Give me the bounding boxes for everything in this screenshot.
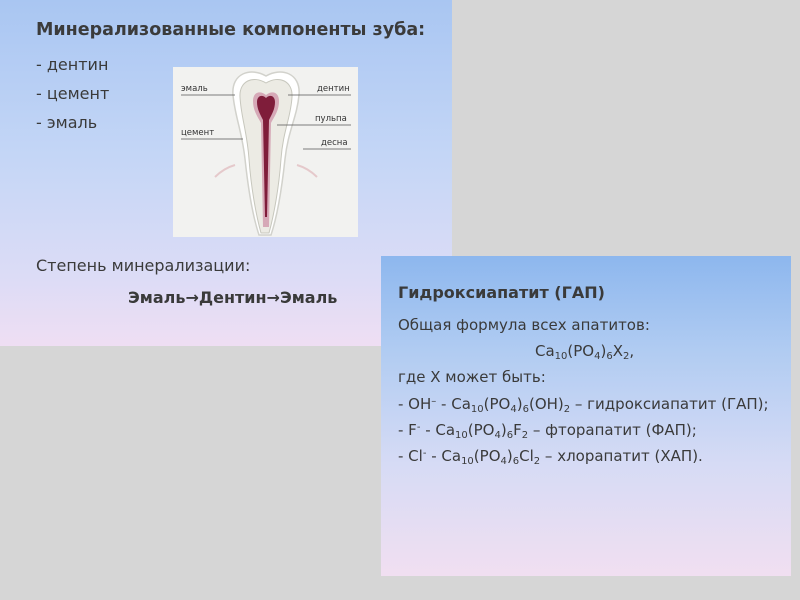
general-formula: $Ca_{10}(PO_4)_6X_2$,: [535, 342, 635, 362]
label-dentin: дентин: [317, 84, 350, 94]
component-item: - цемент: [36, 84, 110, 103]
label-gum: десна: [321, 138, 348, 148]
components-title: Минерализованные компоненты зуба:: [36, 20, 426, 40]
mineralization-sequence: Эмаль→Дентин→Эмаль: [128, 288, 338, 307]
variant-hydroxyapatite: - $OH^- - Ca_{10}(PO_4)_6(OH)_2$ – гидроксиапатит (ГАП);: [398, 395, 769, 415]
hydroxyapatite-title: Гидроксиапатит (ГАП): [398, 283, 605, 302]
tooth-diagram: [173, 67, 358, 237]
variant-fluorapatite: - $F^- - Ca_{10}(PO_4)_6F_2$ – фторапатит (ФАП);: [398, 421, 697, 441]
mineralization-degree-label: Степень минерализации:: [36, 256, 251, 275]
where-x-label: где Х может быть:: [398, 368, 546, 386]
variant-chlorapatite: - $Cl^- - Ca_{10}(PO_4)_6Cl_2$ – хлорапатит (ХАП).: [398, 447, 703, 467]
components-list: [36, 50, 109, 137]
component-item: - дентин: [36, 55, 109, 74]
label-cement: цемент: [181, 128, 215, 138]
general-formula-label: Общая формула всех апатитов:: [398, 316, 650, 334]
label-pulp: пульпа: [315, 114, 347, 124]
apatite-slide-panel: [381, 256, 791, 576]
label-enamel: эмаль: [181, 84, 208, 94]
component-item: - эмаль: [36, 113, 98, 132]
